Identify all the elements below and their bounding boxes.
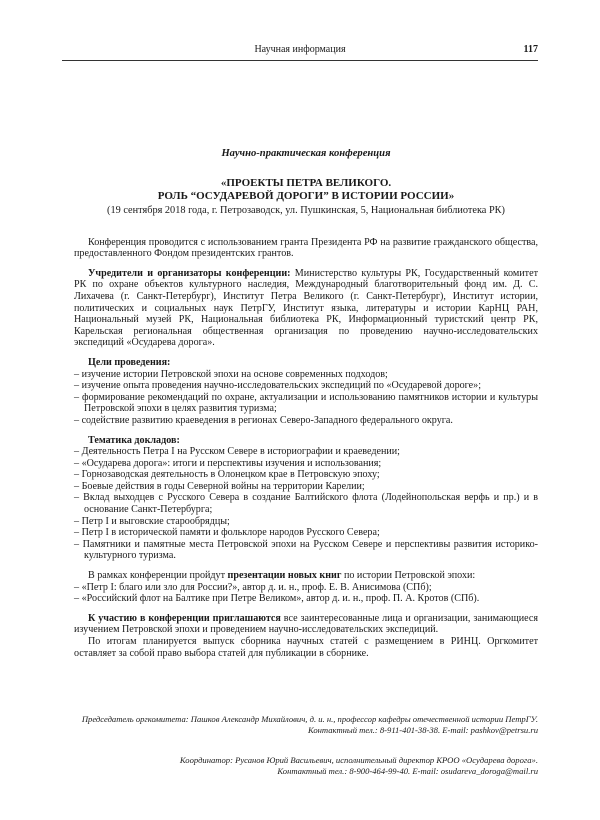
founders-paragraph	[74, 268, 538, 349]
founders-label: Учредители и организаторы конференции:	[88, 267, 291, 279]
books-section	[74, 570, 538, 605]
list-item: – Памятники и памятные места Петровской эпохи на Русском Севере и перспективы развития историко-культурного туризма.	[74, 538, 538, 562]
list-item: – «Петр I: благо или зло для России?», автор д. и. н., проф. Е. В. Анисимова (СПб);	[74, 581, 432, 593]
goals-section	[74, 357, 538, 427]
books-lead-tail: по истории Петровской эпохи:	[341, 570, 476, 582]
list-item: – Деятельность Петра I на Русском Севере в историографии и краеведении;	[74, 446, 400, 458]
founders-text: Министерство культуры РК, Государственный комитет РК по охране объектов культурного наследия, Международный благотворительный фонд им. Д. С. Лихачева (г. Санкт-Петербург), Институт Петра Великого (г. Санкт-Петербург), Институт истории, политических и социальных наук ПетрГУ, Институт языка, литературы и истории КарНЦ РАН, Национальный музей РК, Национальная библиотека РК, Информационный туристский центр РК, Карельская региональная общественная организация по проведению научно-исследовательских экспедиций «Осударева дорога».	[74, 267, 538, 349]
list-item: – содействие развитию краеведения в регионах Северо-Западного федерального округа.	[74, 414, 453, 426]
list-item: – формирование рекомендаций по охране, актуализации и использованию памятников истории и культуры Петровской эпохи в целях развития туризма;	[74, 391, 538, 415]
publication-paragraph: По итогам планируется выпуск сборника научных статей с размещением в РИНЦ. Оргкомитет оставляет за собой право выбора статей для публикации в сборнике.	[74, 636, 538, 659]
list-item: – Петр I в исторической памяти и фольклоре народов Русского Севера;	[74, 527, 380, 539]
conference-details: (19 сентября 2018 года, г. Петрозаводск, ул. Пушкинская, 5, Национальная библиотека РК)	[107, 204, 505, 216]
books-lead-text: В рамках конференции пройдут	[88, 570, 228, 582]
running-header	[62, 44, 538, 60]
topics-section	[74, 435, 538, 563]
topics-title: Тематика докладов:	[88, 434, 180, 446]
list-item: – Петр I и выговские старообрядцы;	[74, 515, 230, 527]
participation-paragraph	[74, 613, 538, 636]
article-body	[74, 148, 538, 659]
list-item: – изучение истории Петровской эпохи на основе современных подходов;	[74, 368, 388, 380]
list-item: – Горнозаводская деятельность в Олонецком крае в Петровскую эпоху;	[74, 469, 380, 481]
list-item: – изучение опыта проведения научно-исследовательских экспедиций по «Осударевой дороге»;	[74, 380, 482, 392]
list-item: – «Осударева дорога»: итоги и перспективы изучения и использования;	[74, 457, 382, 469]
participation-text: все заинтересованные лица и организации, занимающиеся изучением Петровской эпохи и проведением научно-исследовательских экспедиций.	[74, 612, 538, 636]
chair-phone-email: Контактный тел.: 8-911-401-38-38. E-mail: pashkov@petrsu.ru	[307, 725, 538, 735]
conference-title-line2: РОЛЬ “ОСУДАРЕВОЙ ДОРОГИ” В ИСТОРИИ РОССИИ»	[157, 190, 455, 203]
participation-bold: К участию в конференции приглашаются	[88, 612, 281, 624]
coordinator-line: Координатор: Русанов Юрий Васильевич, исполнительный директор КРОО «Осударева дорога».	[179, 755, 538, 765]
coordinator-phone-email: Контактный тел.: 8-900-464-99-40. E-mail: osudareva_doroga@mail.ru	[277, 766, 538, 776]
chair-line: Председатель оргкомитета: Пашков Александр Михайлович, д. и. н., профессор кафедры отечественной истории ПетрГУ.	[81, 714, 538, 724]
header-rule	[62, 60, 538, 61]
list-item: – «Российский флот на Балтике при Петре Великом», автор д. и. н., проф. П. А. Кротов (СПб).	[74, 593, 480, 605]
goals-title: Цели проведения:	[88, 356, 171, 368]
coordinator-contact	[180, 755, 538, 777]
conference-type: Научно-практическая конференция	[221, 148, 391, 159]
running-title: Научная информация	[254, 44, 346, 55]
books-lead-bold: презентации новых книг	[227, 570, 342, 582]
conference-title-line1: «ПРОЕКТЫ ПЕТРА ВЕЛИКОГО.	[220, 176, 392, 189]
chair-contact	[82, 714, 538, 736]
books-lead	[74, 570, 538, 582]
list-item: – Вклад выходцев с Русского Севера в создание Балтийского флота (Лодейнопольская верфь и пр.) и в основание Санкт-Петербурга;	[74, 492, 538, 516]
page-number: 117	[523, 44, 538, 55]
intro-paragraph: Конференция проводится с использованием гранта Президента РФ на развитие гражданского общества, предоставленного Фондом президентских грантов.	[74, 236, 538, 260]
list-item: – Боевые действия в годы Северной войны на территории Карелии;	[74, 480, 365, 492]
